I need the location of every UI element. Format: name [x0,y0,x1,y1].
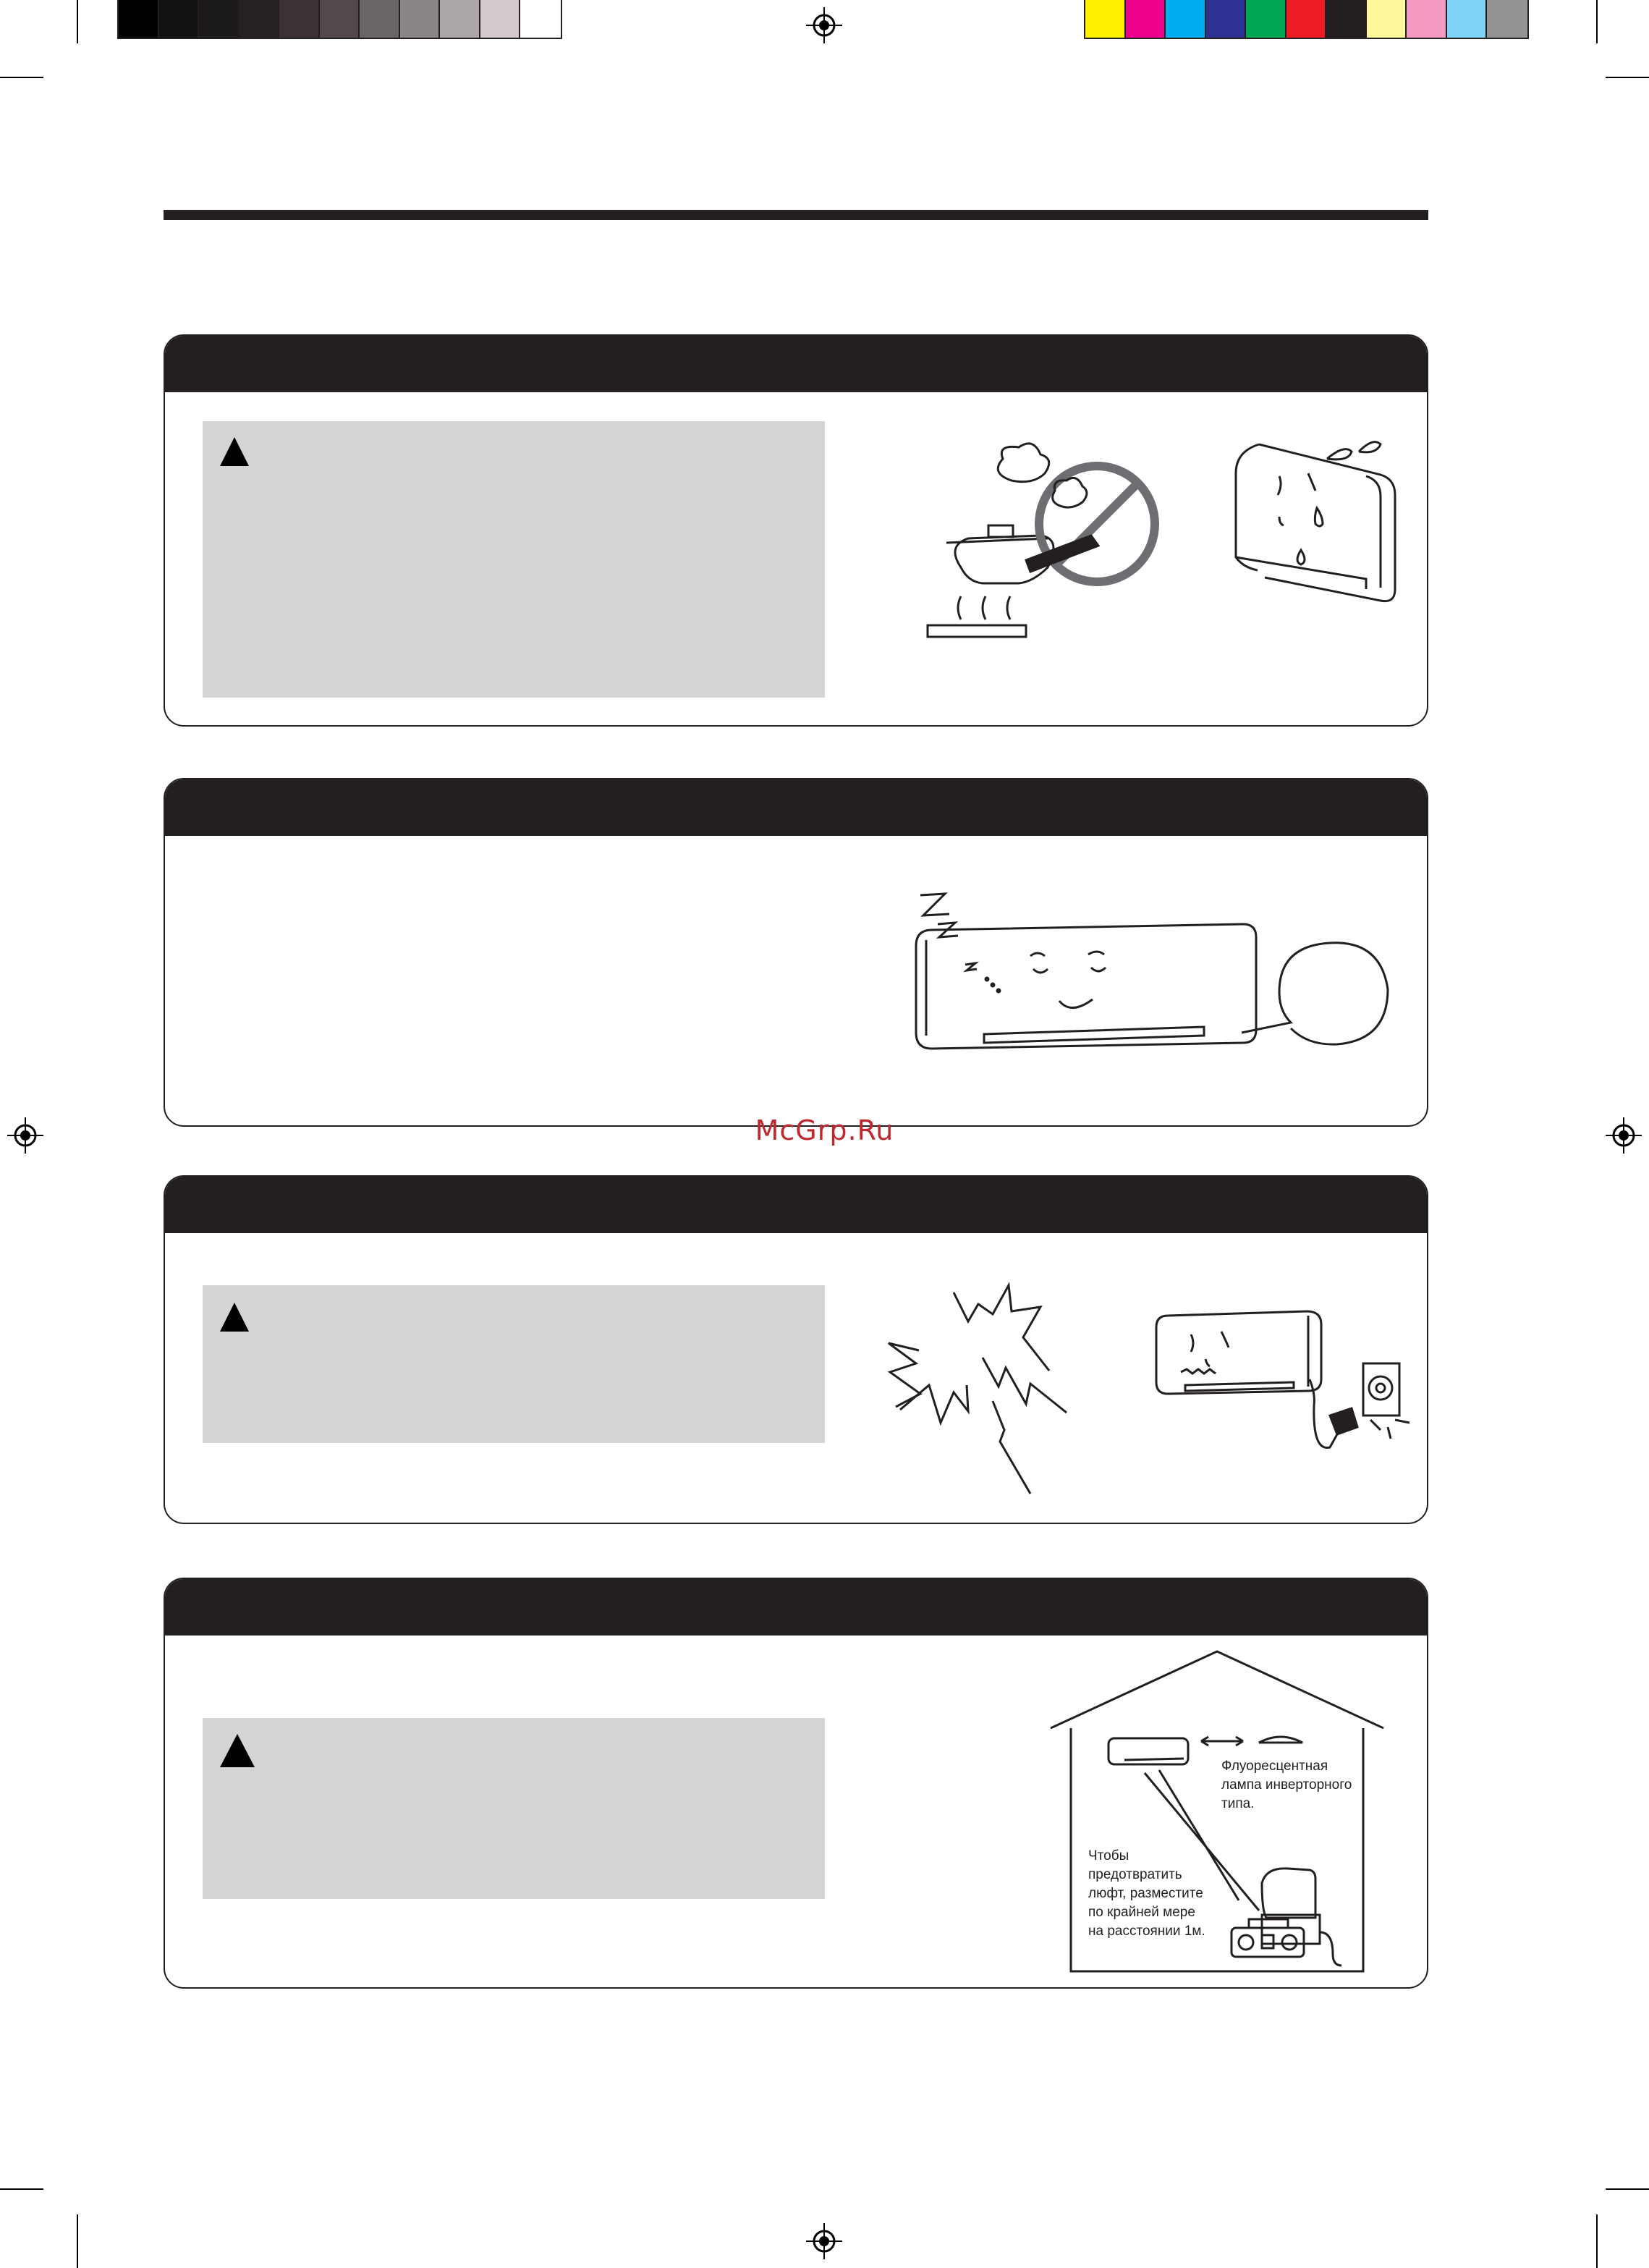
registration-mark-icon [806,7,842,43]
crop-mark [0,77,43,78]
lamp-label: Флуоресцентная лампа инверторного типа. [1221,1759,1352,1811]
crop-mark [1606,2188,1649,2190]
section-interference [164,1578,1428,1989]
section-header-bar [165,779,1427,836]
section-steam [164,334,1428,727]
color-swatch [1487,0,1527,38]
gray-swatch [440,0,480,38]
color-swatch [1447,0,1488,38]
gray-swatch [239,0,280,38]
lightning-illustration [881,1278,1417,1495]
crop-mark [1606,77,1649,78]
gray-swatch [279,0,320,38]
warning-triangle-icon [220,1303,249,1332]
gray-swatch [360,0,400,38]
section-sound [164,778,1428,1127]
gray-swatch [520,0,561,38]
gray-swatch [119,0,159,38]
warning-triangle-icon [220,1734,255,1767]
section-header-bar [165,336,1427,392]
warning-note-box [203,1718,825,1899]
crop-mark [77,2214,78,2268]
color-swatch [1206,0,1247,38]
color-swatch [1126,0,1166,38]
gray-swatch [320,0,360,38]
warning-note-box [203,421,825,698]
color-swatch [1286,0,1327,38]
warning-note-box [203,1285,825,1443]
section-header-bar [165,1177,1427,1233]
crop-mark [1596,0,1598,43]
gray-swatch [400,0,441,38]
color-swatch [1085,0,1126,38]
crop-mark [77,0,78,43]
gray-swatch [159,0,200,38]
warning-triangle-icon [220,437,249,466]
header-rule [164,210,1428,220]
steam-prohibition-illustration [917,430,1424,647]
color-swatch [1367,0,1407,38]
crop-mark [1596,2214,1598,2268]
crop-mark [0,2188,43,2190]
color-swatch [1166,0,1206,38]
color-swatch [1407,0,1447,38]
watermark: McGrp.Ru [755,1114,894,1146]
gray-swatch [480,0,521,38]
gray-swatch [199,0,239,38]
color-swatch [1246,0,1286,38]
section-header-bar [165,1579,1427,1636]
distance-label: Чтобы предотвратить люфт, разместите по крайней мере на расстоянии 1м. [1088,1848,1205,1939]
color-swatch [1326,0,1367,38]
section-lightning [164,1175,1428,1524]
sleeping-unit-icon [889,873,1410,1062]
registration-mark-icon [806,2223,842,2259]
